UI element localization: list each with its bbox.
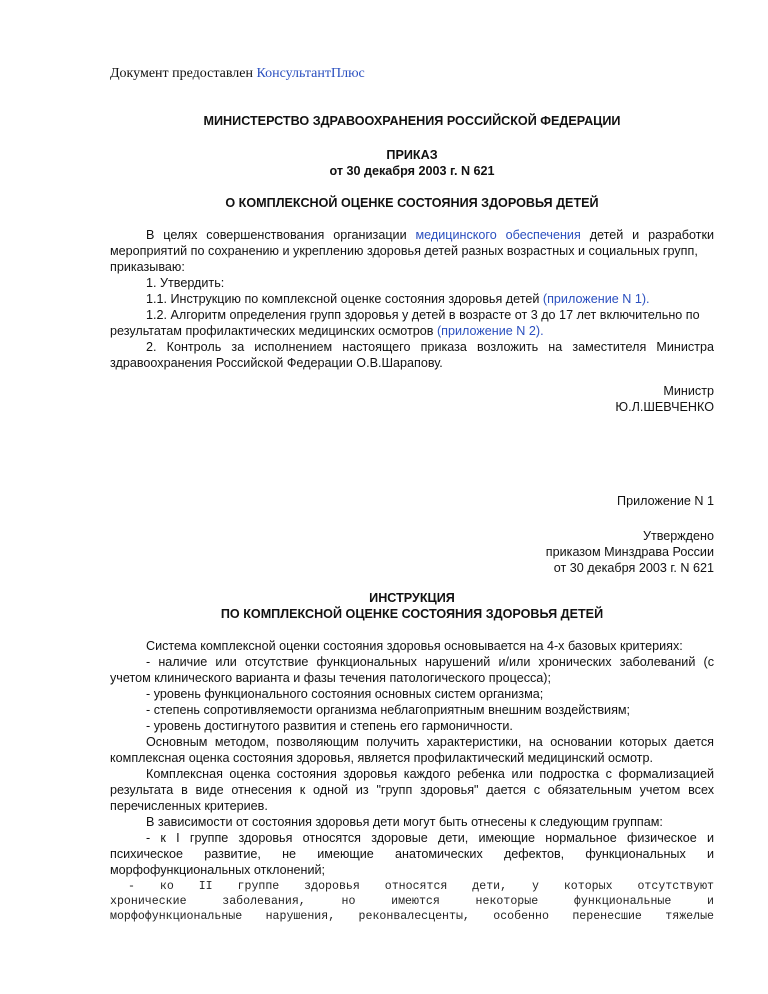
instruction-line-3: учетом клинического варианта и фазы течения патологического процесса); <box>110 671 551 685</box>
mono-line-2: хронические заболевания, но имеются некоторые функциональные и <box>110 895 714 908</box>
appendix-by-order: приказом Минздрава России <box>545 545 714 559</box>
order-p1-line3: приказываю: <box>110 260 185 274</box>
instruction-line-10: результата в виде отнесения к одной из "групп здоровья" дается с обязательным учетом всех <box>110 783 714 797</box>
order-item-2-line1: 2. Контроль за исполнением настоящего приказа возложить на заместителя Министра <box>146 340 714 354</box>
consultant-plus-link[interactable]: КонсультантПлюс <box>256 66 365 81</box>
instruction-line-8: комплексная оценка состояния здоровья, является профилактический медицинский осмотр. <box>110 751 653 765</box>
appendix-approved: Утверждено <box>642 529 714 543</box>
order-item-1-1-text: 1.1. Инструкцию по комплексной оценке состояния здоровья детей <box>146 292 540 306</box>
order-date-number: от 30 декабря 2003 г. N 621 <box>329 164 495 178</box>
order-title: О КОМПЛЕКСНОЙ ОЦЕНКЕ СОСТОЯНИЯ ЗДОРОВЬЯ ДЕТЕЙ <box>225 196 599 210</box>
order-p1-line2: мероприятий по сохранению и укреплению здоровья детей разных возрастных и социальных групп, <box>110 244 698 258</box>
instruction-line-6: - уровень достигнутого развития и степень его гармоничности. <box>146 719 513 733</box>
instruction-line-4: - уровень функционального состояния основных систем организма; <box>146 687 544 701</box>
instruction-line-5: - степень сопротивляемости организма неблагоприятным внешним воздействиям; <box>146 703 631 717</box>
order-p1-a: В целях совершенствования организации <box>146 228 407 242</box>
order-item-1-2-line1: 1.2. Алгоритм определения групп здоровья у детей в возрасте от 3 до 17 лет включительно по <box>146 308 700 322</box>
instruction-line-13: - к I группе здоровья относятся здоровые дети, имеющие нормальное физическое и <box>146 831 714 845</box>
instruction-line-14: психическое развитие, не имеющие анатомических дефектов, функциональных и <box>110 847 714 861</box>
instruction-line-2: - наличие или отсутствие функциональных нарушений и/или хронических заболеваний (с <box>146 655 714 669</box>
appendix-label: Приложение N 1 <box>617 494 714 508</box>
signer-title: Министр <box>663 384 714 398</box>
instruction-line-1: Система комплексной оценки состояния здоровья основывается на 4-х базовых критериях: <box>146 639 683 653</box>
order-type: ПРИКАЗ <box>386 148 438 162</box>
order-p1-b: детей и разработки <box>589 228 714 242</box>
order-paragraph-1 <box>110 227 714 244</box>
medical-support-link[interactable]: медицинского обеспечения <box>415 228 581 242</box>
instruction-line-12: В зависимости от состояния здоровья дети могут быть отнесены к следующим группам: <box>146 815 663 829</box>
order-item-2-line2: здравоохранения Российской Федерации О.В.Шарапову. <box>110 356 443 370</box>
signer-name: Ю.Л.ШЕВЧЕНКО <box>615 400 714 414</box>
instruction-line-11: перечисленных критериев. <box>110 799 268 813</box>
instruction-title-1: ИНСТРУКЦИЯ <box>369 591 455 605</box>
provided-prefix: Документ предоставлен <box>110 66 253 81</box>
instruction-line-9: Комплексная оценка состояния здоровья каждого ребенка или подростка с формализацией <box>146 767 714 781</box>
order-item-1-1 <box>110 291 714 308</box>
appendix-1-link[interactable]: (приложение N 1). <box>542 292 650 306</box>
order-item-1-2-line2 <box>110 323 714 340</box>
instruction-line-7: Основным методом, позволяющим получить характеристики, на основании которых дается <box>146 735 714 749</box>
instruction-line-15: морфофункциональных отклонений; <box>110 863 326 877</box>
ministry-heading: МИНИСТЕРСТВО ЗДРАВООХРАНЕНИЯ РОССИЙСКОЙ ФЕДЕРАЦИИ <box>203 114 621 128</box>
provided-by-line <box>110 66 365 82</box>
order-item-1: 1. Утвердить: <box>146 276 225 290</box>
mono-line-3: морфофункциональные нарушения, реконвалесценты, особенно перенесшие тяжелые <box>110 910 714 923</box>
mono-line-1: - ко II группе здоровья относятся дети, у которых отсутствуют <box>128 880 714 893</box>
order-item-1-2-text: результатам профилактических медицинских осмотров <box>110 324 434 338</box>
appendix-2-link[interactable]: (приложение N 2). <box>436 324 544 338</box>
appendix-date-number: от 30 декабря 2003 г. N 621 <box>553 561 714 575</box>
instruction-title-2: ПО КОМПЛЕКСНОЙ ОЦЕНКЕ СОСТОЯНИЯ ЗДОРОВЬЯ ДЕТЕЙ <box>220 607 604 621</box>
